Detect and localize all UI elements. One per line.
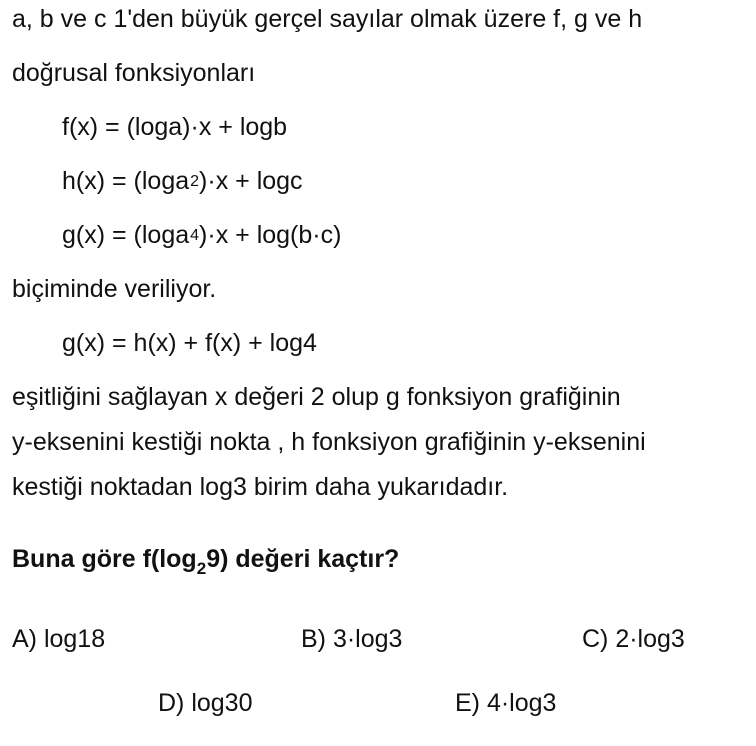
function-g-post: )·x + log(b·c) — [199, 221, 342, 249]
function-h-exponent: 2 — [190, 173, 200, 190]
option-e[interactable]: E) 4·log3 — [455, 689, 557, 717]
function-g-pre: g(x) = (loga — [62, 221, 190, 249]
condition-line-1: eşitliğini sağlayan x değeri 2 olup g fonksiyon grafiğinin — [12, 383, 621, 411]
condition-line-2: y-eksenini kestiği nokta , h fonksiyon grafiğinin y-eksenini — [12, 428, 646, 456]
function-f: f(x) = (loga)·x + logb — [62, 113, 288, 141]
condition-line-3: kestiği noktadan log3 birim daha yukarıdadır. — [12, 473, 509, 501]
option-d[interactable]: D) log30 — [158, 689, 253, 717]
option-b[interactable]: B) 3·log3 — [301, 625, 403, 653]
question-pre: Buna göre f(log — [12, 545, 197, 573]
question-subscript: 2 — [196, 559, 207, 578]
option-a[interactable]: A) log18 — [12, 625, 106, 653]
function-g — [62, 220, 341, 254]
function-h-pre: h(x) = (loga — [62, 167, 190, 195]
given-text: biçiminde veriliyor. — [12, 275, 217, 303]
question-post: 9) değeri kaçtır? — [206, 545, 400, 573]
question-text — [12, 544, 400, 578]
intro-line-2: doğrusal fonksiyonları — [12, 59, 256, 87]
function-h-post: )·x + logc — [199, 167, 303, 195]
intro-line-1: a, b ve c 1'den büyük gerçel sayılar olmak üzere f, g ve h — [12, 5, 643, 33]
option-c[interactable]: C) 2·log3 — [582, 625, 685, 653]
function-g-exponent: 4 — [190, 227, 200, 244]
equation: g(x) = h(x) + f(x) + log4 — [62, 329, 317, 357]
function-h — [62, 166, 303, 200]
